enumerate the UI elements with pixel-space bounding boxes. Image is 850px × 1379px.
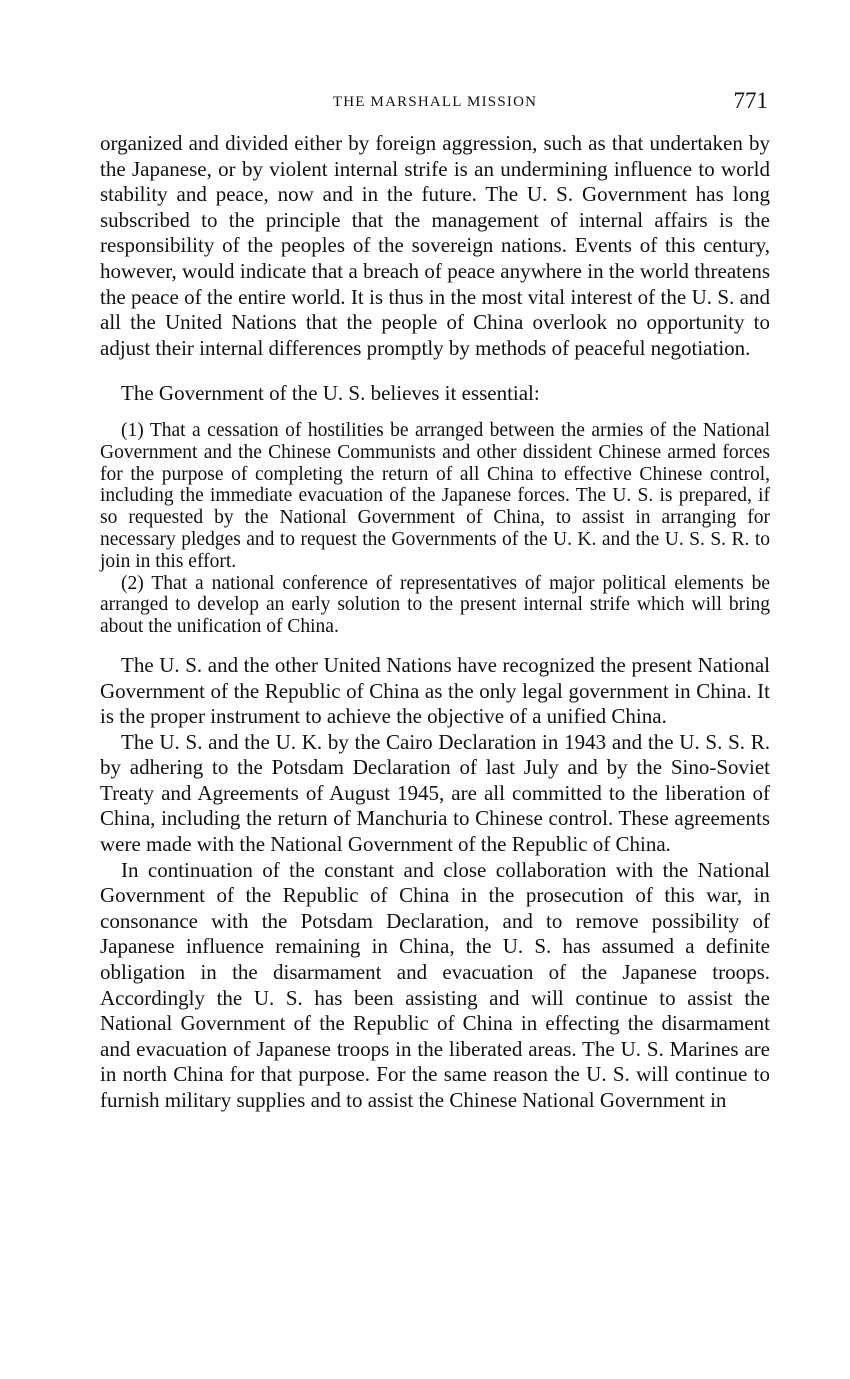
paragraph: In continuation of the constant and close collaboration with the National Government of the Republic of China in the prosecution of this war, in consonance with the Potsdam Declaration, and to remove possibility of Japanese influence remaining in China, the U. S. has assumed a definite obligation in the disarmament and evacuation of the Japanese troops. Accordingly the U. S. has been assisting and will continue to assist the National Government of the Republic of China in effecting the disarmament and evacuation of Japanese troops in the liberated areas. The U. S. Marines are in north China for that purpose. For the same reason the U. S. will continue to furnish military supplies and to assist the Chinese National Government in [100, 857, 770, 1112]
paragraph: The U. S. and the U. K. by the Cairo Declaration in 1943 and the U. S. S. R. by adhering to the Potsdam Declaration of last July and by the Sino-Soviet Treaty and Agreements of August 1945, are all committed to the liberation of China, including the return of Manchuria to Chinese control. These agreements were made with the National Government of the Republic of China. [100, 729, 770, 857]
paragraph: The U. S. and the other United Nations have recognized the present National Government of the Republic of China as the only legal government in China. It is the proper instrument to achieve the objective of a unified China. [100, 652, 770, 729]
page-number: 771 [733, 88, 768, 113]
quoted-item-1: (1) That a cessation of hostilities be arranged between the armies of the National Government and the Chinese Communists and other dissident Chinese armed forces for the purpose of completing the return of all China to effective Chinese control, including the immediate evacuation of the Japanese forces. The U. S. is prepared, if so requested by the National Government of China, to assist in arranging for necessary pledges and to request the Governments of the U. K. and the U. S. S. R. to join in this effort. [100, 419, 770, 572]
quoted-item-2: (2) That a national conference of representatives of major political elements be arranged to develop an early solution to the present internal strife which will bring about the unification of China. [100, 572, 770, 638]
running-title: THE MARSHALL MISSION [332, 94, 538, 110]
paragraph-lead-in: The Government of the U. S. believes it essential: [121, 381, 540, 406]
paragraph-continued: organized and divided either by foreign aggression, such as that undertaken by the Japanese, or by violent internal strife is an undermining influence to world stability and peace, now and in the future. The U. S. Government has long subscribed to the principle that the management of internal affairs is the responsibility of the peoples of the sovereign nations. Events of this century, however, would indicate that a breach of peace anywhere in the world threatens the peace of the entire world. It is thus in the most vital interest of the U. S. and all the United Nations that the people of China overlook no opportunity to adjust their internal differences promptly by methods of peaceful negotiation. [100, 131, 770, 360]
body-text [100, 131, 770, 1114]
running-header [100, 88, 770, 118]
